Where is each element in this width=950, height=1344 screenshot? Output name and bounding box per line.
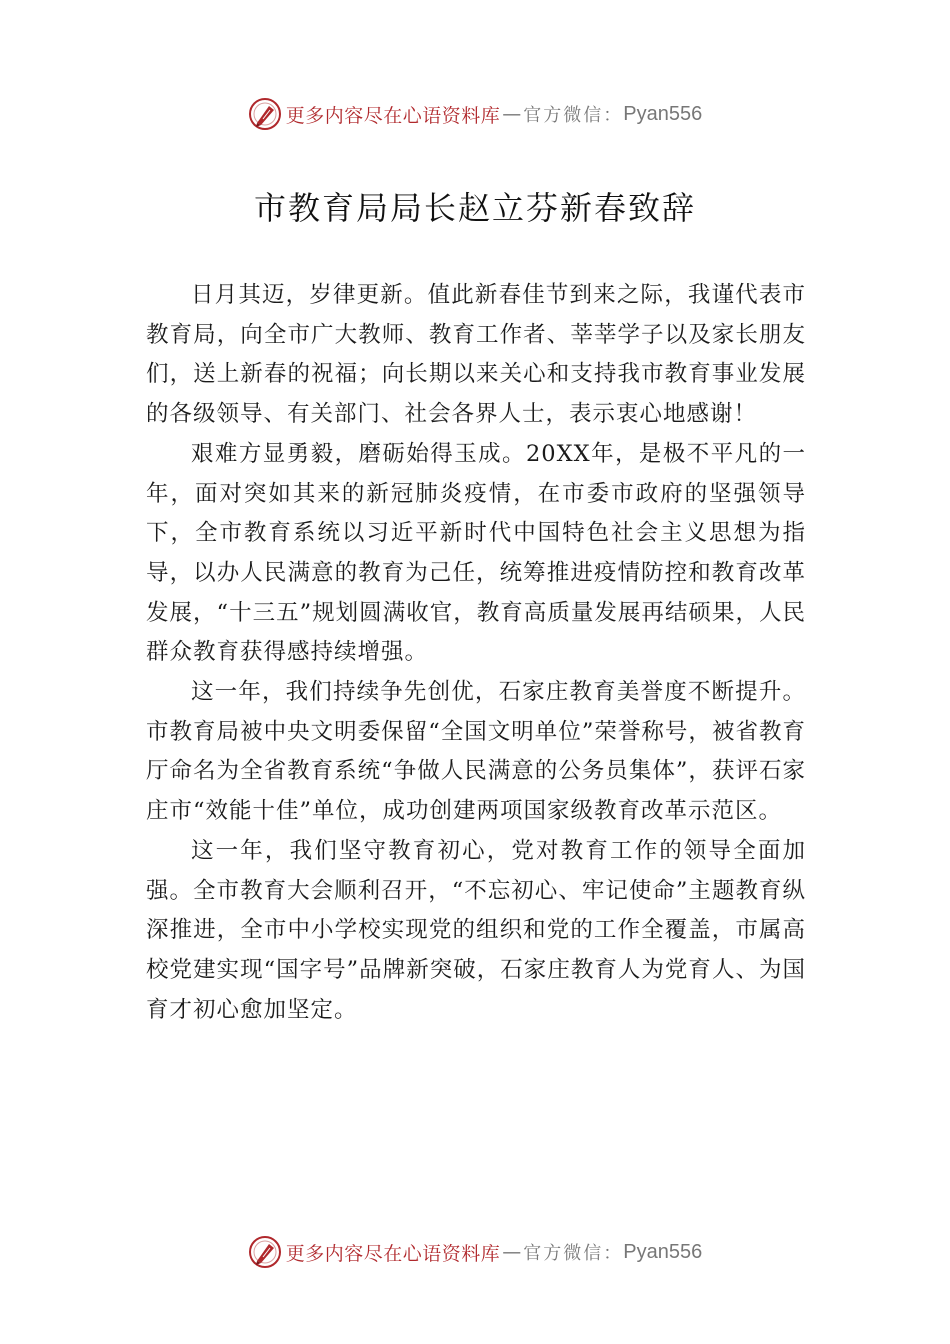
header-dash: — [502, 103, 522, 125]
header-wechat-label: 官方微信： [523, 105, 624, 126]
document-title: 市教育局局长赵立芬新春致辞 [253, 189, 696, 227]
pen-nib-logo-icon [248, 1235, 282, 1269]
paragraph: 这一年，我们持续争先创优，石家庄教育美誉度不断提升。市教育局被中央文明委保留“全国文明单位”荣誉称号，被省教育厅命名为全省教育系统“争做人民满意的公务员集体”，获评石家庄市“效能十佳”单位，成功创建两项国家级教育改革示范区。 [146, 679, 806, 825]
footer-site-name: 更多内容尽在心语资料库 [285, 1242, 501, 1265]
paragraph: 艰难方显勇毅，磨砺始得玉成。20XX年，是极不平凡的一年，面对突如其来的新冠肺炎疫情，在市委市政府的坚强领导下，全市教育系统以习近平新时代中国特色社会主义思想为指导，以办人民满意的教育为己任，统筹推进疫情防控和教育改革发展，“十三五”规划圆满收官，教育高质量发展再结硕果，人民群众教育获得感持续增强。 [146, 440, 806, 666]
paragraph: 日月其迈，岁律更新。值此新春佳节到来之际，我谨代表市教育局，向全市广大教师、教育工作者、莘莘学子以及家长朋友们，送上新春的祝福；向长期以来关心和支持我市教育事业发展的各级领导、有关部门、社会各界人士，表示衷心地感谢！ [146, 282, 806, 428]
document-body [146, 276, 806, 1030]
footer-wechat-label: 官方微信： [523, 1243, 624, 1264]
paragraph: 这一年，我们坚守教育初心，党对教育工作的领导全面加强。全市教育大会顺利召开，“不忘初心、牢记使命”主题教育纵深推进，全市中小学校实现党的组织和党的工作全覆盖，市属高校党建实现“国字号”品牌新突破，石家庄教育人为党育人、为国育才初心愈加坚定。 [146, 837, 806, 1023]
header-wechat-id: Pyan556 [623, 102, 703, 125]
header-banner [0, 94, 950, 134]
footer-dash: — [502, 1241, 522, 1263]
footer-banner [0, 1232, 950, 1272]
pen-nib-logo-icon [248, 97, 282, 131]
header-site-name: 更多内容尽在心语资料库 [285, 104, 501, 127]
footer-wechat-id: Pyan556 [623, 1240, 703, 1263]
